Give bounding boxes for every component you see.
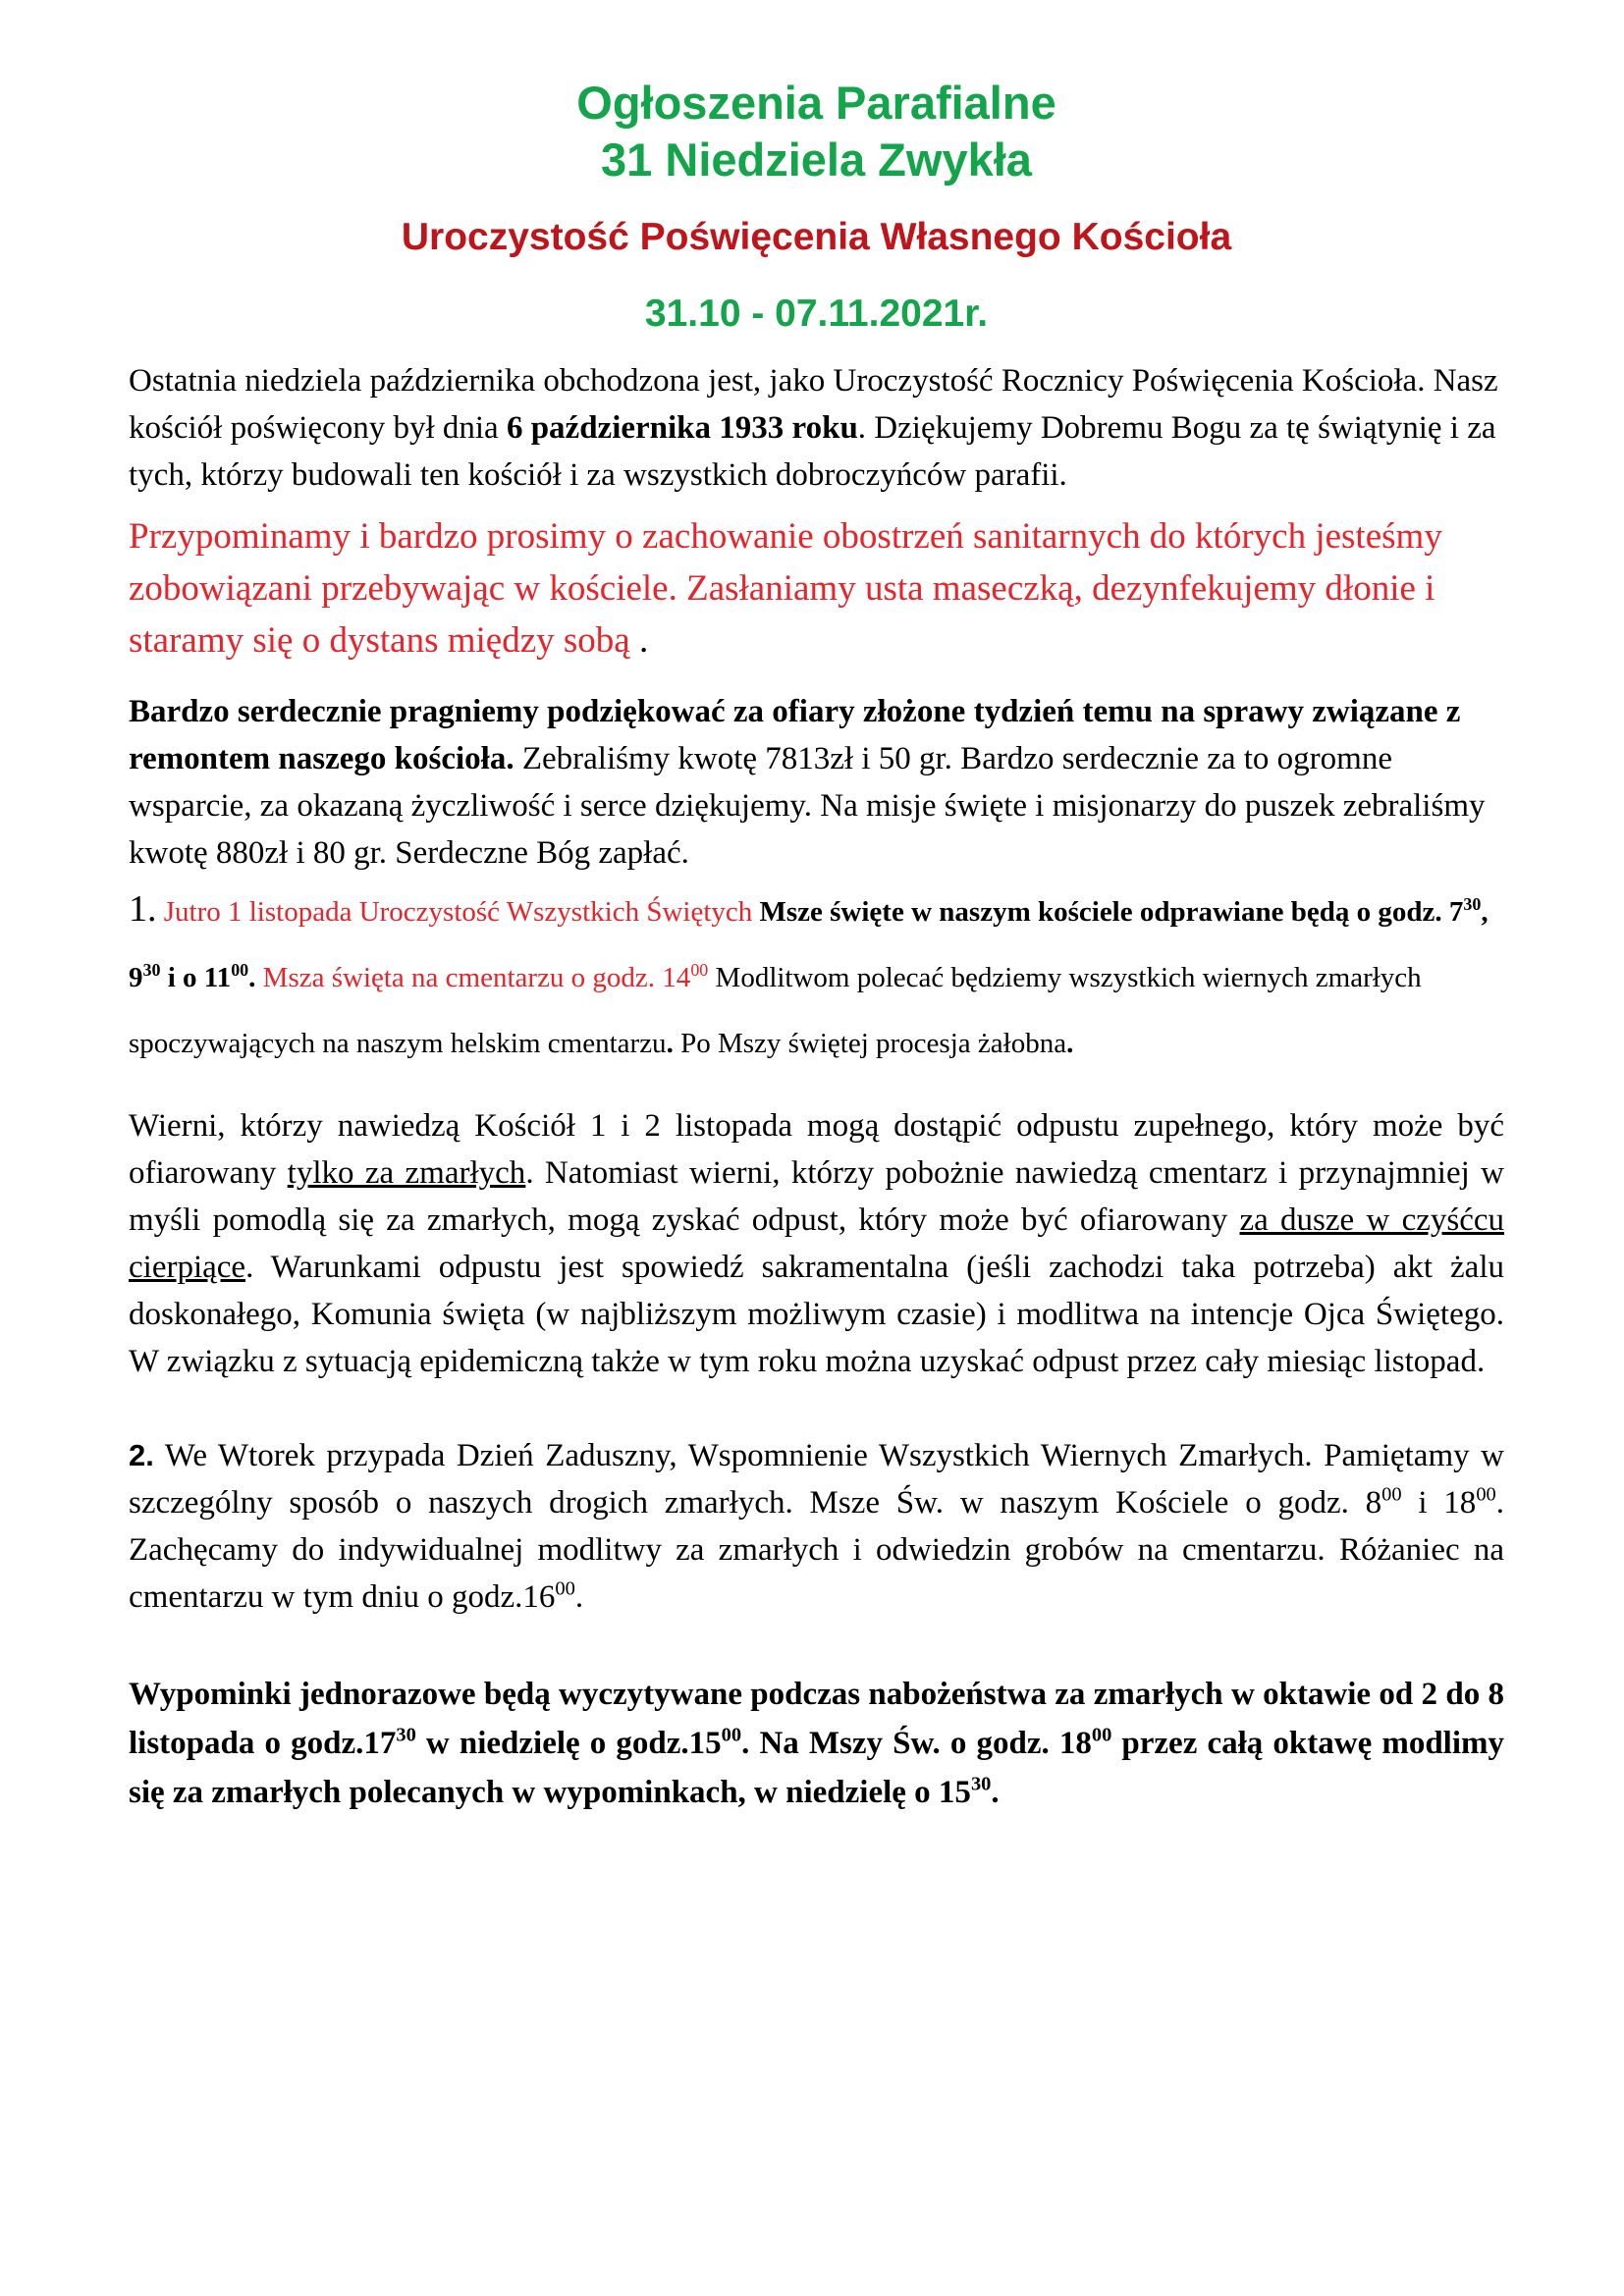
wypominki-text-b: w niedzielę o godz.15 <box>415 1726 722 1761</box>
cemetery-mass-sup: 00 <box>690 959 709 980</box>
announcement-2 <box>129 1432 1504 1621</box>
all-souls-text-b: i 18 <box>1401 1485 1477 1521</box>
wypominki-sup-d: 30 <box>970 1773 992 1795</box>
wypominki-sup-a: 30 <box>396 1724 416 1746</box>
wypominki-text-c: . Na Mszy Św. o godz. 18 <box>741 1726 1092 1761</box>
mass-times-a: Msze święte w naszym kościele odprawiane będą o godz. 7 <box>759 896 1464 928</box>
procession-dot: . <box>1066 1028 1074 1059</box>
sanitary-reminder <box>129 510 1504 667</box>
indulgence-underline-b: za dusze w czyśćcu cierpiące <box>129 1202 1504 1285</box>
wypominki-sup-b: 00 <box>721 1724 742 1746</box>
announcement-1-number: 1. <box>129 888 157 930</box>
mass-times-d: . <box>248 962 256 993</box>
announcement-1 <box>129 877 1504 1077</box>
intro-text-b: . Dziękujemy Dobremu Bogu za tę świątynię i za tych, którzy budowali ten kościół i za wszystkich dobroczyńców parafii. <box>129 410 1496 493</box>
all-souls-text-a: We Wtorek przypada Dzień Zaduszny, Wspomnienie Wszystkich Wiernych Zmarłych. Pamiętamy w szczególny sposób o naszych drogich zmarłych. Msze Św. w naszym Kościele o godz. 8 <box>129 1438 1504 1521</box>
prayer-text-a: Modlitwom polecać będziemy wszystkich wiernych zmarłych spoczywających na naszym helskim cmentarzu <box>129 962 1422 1059</box>
wypominki-text-d: przez całą oktawę modlimy się za zmarłych polecanych w wypominkach, w niedzielę o 15 <box>129 1726 1504 1810</box>
mass-time-sup-b: 30 <box>142 959 161 980</box>
intro-paragraph <box>129 357 1504 499</box>
mass-time-sup-a: 30 <box>1463 893 1482 914</box>
wypominki-text-e: . <box>991 1775 1000 1810</box>
title-line-2: 31 Niedziela Zwykła <box>601 133 1032 186</box>
title-line-1: Ogłoszenia Parafialne <box>576 77 1056 129</box>
feast-subtitle: Uroczystość Poświęcenia Własnego Kościoła <box>401 216 1232 258</box>
announcement-2-number: 2. <box>129 1438 154 1472</box>
mass-times-b: , 9 <box>129 896 1489 993</box>
thanks-paragraph <box>129 688 1504 877</box>
thanks-text: Zebraliśmy kwotę 7813zł i 50 gr. Bardzo serdecznie za to ogromne wsparcie, za okazaną życzliwość i serce dziękujemy. Na misje święte i misjonarzy do puszek zebraliśmy kwotę 880zł i 80 gr. Serdeczne Bóg zapłać. <box>129 741 1486 871</box>
wypominki-sup-c: 00 <box>1091 1724 1112 1746</box>
wypominki-text-a: Wypominki jednorazowe będą wyczytywane podczas nabożeństwa za zmarłych w oktawie od 2 do 8 listopada o godz.17 <box>129 1677 1504 1761</box>
intro-text-a: Ostatnia niedziela października obchodzona jest, jako Uroczystość Rocznicy Poświęcenia Kościoła. Nasz kościół poświęcony był dnia <box>129 363 1498 446</box>
page-title <box>129 75 1504 188</box>
wypominki-paragraph <box>129 1670 1504 1817</box>
mass-time-sup-c: 00 <box>231 959 249 980</box>
all-souls-text-c: . Zachęcamy do indywidualnej modlitwy za zmarłych i odwiedzin grobów na cmentarzu. Różaniec na cmentarzu w tym dniu o godz.16 <box>129 1485 1504 1615</box>
sanitary-end: . <box>629 620 649 661</box>
all-souls-text-d: . <box>574 1579 584 1615</box>
all-souls-sup-a: 00 <box>1381 1483 1402 1506</box>
indulgence-text-a: Wierni, którzy nawiedzą Kościół 1 i 2 listopada mogą dostąpić odpustu zupełnego, który może być ofiarowany <box>129 1108 1504 1191</box>
indulgence-underline-a: tylko za zmarłych <box>287 1155 526 1191</box>
indulgence-text-b: . Natomiast wierni, którzy pobożnie nawiedzą cmentarz i przynajmniej w myśli pomodlą się za zmarłych, mogą zyskać odpust, który może być ofiarowany <box>129 1155 1504 1238</box>
all-souls-sup-b: 00 <box>1476 1483 1496 1506</box>
cemetery-mass: Msza święta na cmentarzu o godz. 14 <box>255 962 691 993</box>
mass-times-c: i o 11 <box>160 962 232 993</box>
date-range: 31.10 - 07.11.2021r. <box>644 293 989 335</box>
indulgence-paragraph <box>129 1102 1504 1385</box>
indulgence-text-c: . Warunkami odpustu jest spowiedź sakramentalna (jeśli zachodzi taka potrzeba) akt żalu doskonałego, Komunia święta (w najbliższym możliwym czasie) i modlitwa na intencje Ojca Świętego. W związku z sytuacją epidemiczną także w tym roku można uzyskać odpust przez cały miesiąc listopad. <box>129 1250 1504 1379</box>
consecration-date: 6 października 1933 roku <box>506 410 858 446</box>
procession-text: Po Mszy świętej procesja żałobna <box>673 1028 1067 1059</box>
all-saints-notice: Jutro 1 listopada Uroczystość Wszystkich Świętych <box>156 896 760 928</box>
prayer-dot-a: . <box>666 1028 674 1059</box>
sanitary-text: Przypominamy i bardzo prosimy o zachowanie obostrzeń sanitarnych do których jesteśmy zobowiązani przebywając w kościele. Zasłaniamy usta maseczką, dezynfekujemy dłonie i staramy się o dystans między sobą <box>129 516 1442 661</box>
all-souls-sup-c: 00 <box>555 1577 575 1600</box>
thanks-bold: Bardzo serdecznie pragniemy podziękować za ofiary złożone tydzień temu na sprawy związane z remontem naszego kościoła. <box>129 694 1461 776</box>
